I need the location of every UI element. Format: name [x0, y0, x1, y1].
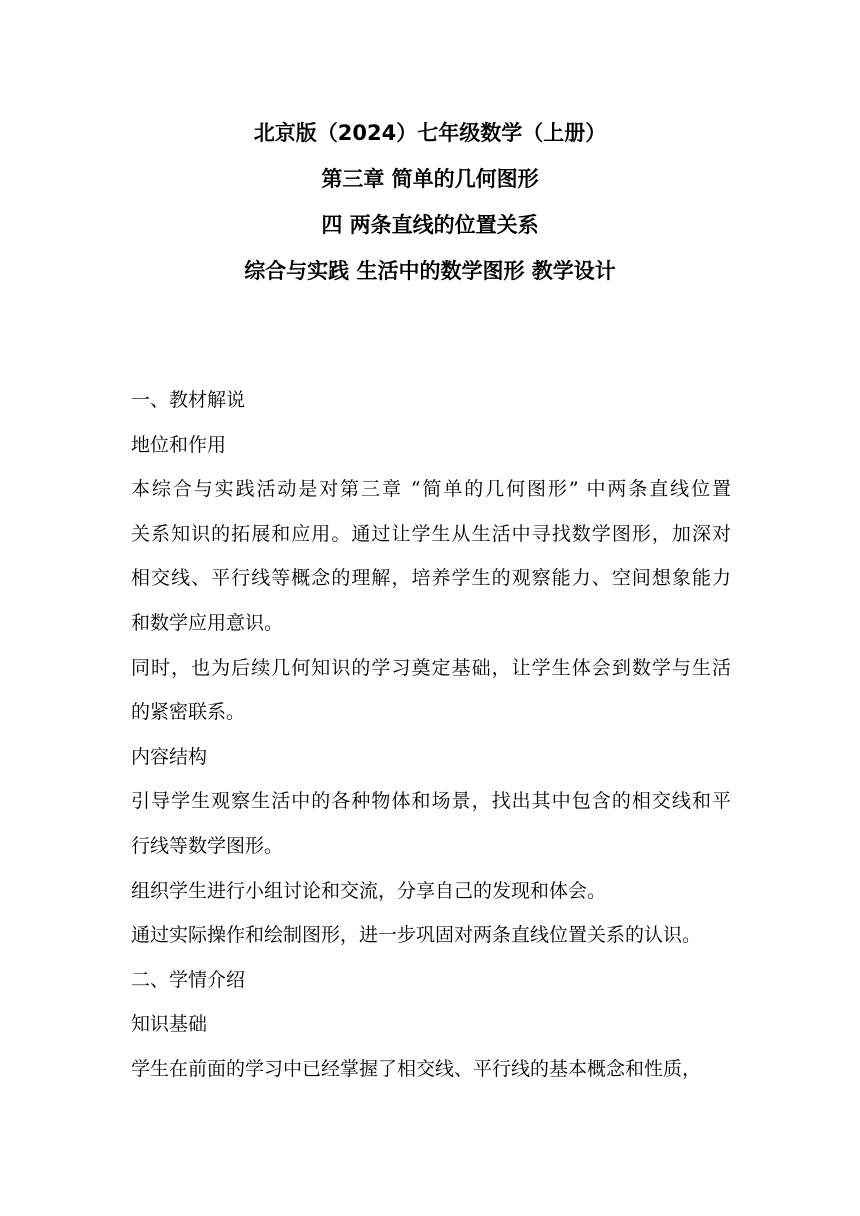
paragraph-line: 和数学应用意识。	[131, 611, 284, 634]
paragraph-line: 相交线、平行线等概念的理解，培养学生的观察能力、空间想象能力	[131, 567, 731, 590]
paragraph-line: 学生在前面的学习中已经掌握了相交线、平行线的基本概念和性质，	[131, 1057, 702, 1080]
document-body	[131, 378, 731, 1092]
paragraph-line: 的紧密联系。	[131, 701, 246, 724]
document-title-block	[0, 110, 860, 294]
paragraph-line: 组织学生进行小组讨论和交流，分享自己的发现和体会。	[131, 879, 607, 902]
paragraph-line: 行线等数学图形。	[131, 834, 284, 857]
subheading-knowledge: 知识基础	[131, 1013, 208, 1036]
chapter-title: 第三章 简单的几何图形	[321, 167, 539, 191]
paragraph-line: 通过实际操作和绘制图形，进一步巩固对两条直线位置关系的认识。	[131, 924, 702, 947]
book-title: 北京版（2024）七年级数学（上册）	[253, 121, 607, 145]
subheading-role: 地位和作用	[131, 433, 227, 456]
paragraph-line: 引导学生观察生活中的各种物体和场景，找出其中包含的相交线和平	[131, 790, 731, 813]
paragraph-line: 本综合与实践活动是对第三章 “简单的几何图形” 中两条直线位置	[131, 478, 731, 501]
paragraph-line: 同时，也为后续几何知识的学习奠定基础，让学生体会到数学与生活	[131, 656, 731, 679]
section-heading-textbook: 一、教材解说	[131, 389, 246, 411]
section-title: 四 两条直线的位置关系	[321, 213, 539, 237]
lesson-title: 综合与实践 生活中的数学图形 教学设计	[244, 259, 616, 283]
subheading-structure: 内容结构	[131, 745, 208, 768]
section-heading-students: 二、学情介绍	[131, 968, 246, 991]
paragraph-line: 关系知识的拓展和应用。通过让学生从生活中寻找数学图形，加深对	[131, 522, 731, 545]
